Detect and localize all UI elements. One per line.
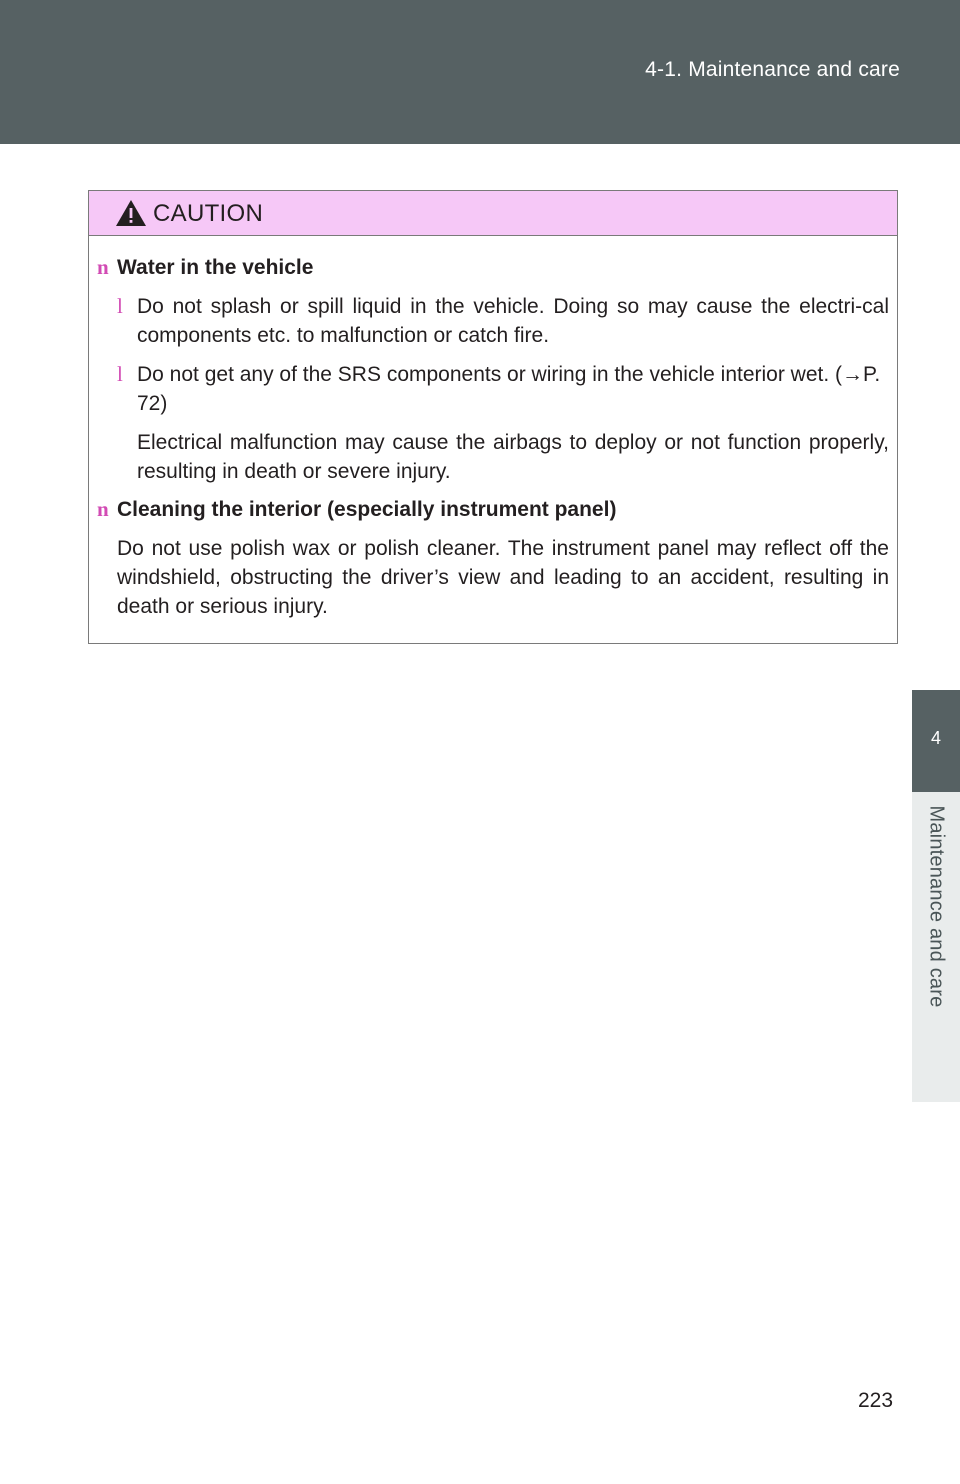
section-marker: n (97, 255, 109, 279)
section-marker: n (97, 497, 109, 521)
chapter-label: Maintenance and care (925, 805, 948, 1008)
chapter-tab[interactable] (912, 690, 960, 792)
section-heading (97, 253, 313, 282)
bullet-text: Do not splash or spill liquid in the vehicle. Doing so may cause the electri-cal components etc. to malfunction or catch fire. (137, 295, 889, 347)
header-band (0, 0, 960, 144)
caution-box (88, 190, 898, 644)
page-number: 223 (858, 1389, 894, 1412)
section-heading-text: Water in the vehicle (117, 256, 314, 279)
chapter-label-strip (912, 792, 960, 1102)
caution-title: CAUTION (153, 200, 264, 227)
section-title: 4-1. Maintenance and care (645, 58, 900, 81)
bullet-marker: l (117, 294, 123, 318)
section-heading (97, 495, 616, 524)
chapter-number: 4 (930, 728, 941, 748)
warning-triangle-icon (115, 199, 147, 227)
bullet-text: Do not get any of the SRS components or wiring in the vehicle interior wet. (→P. 72) (137, 363, 881, 415)
section-body: Do not use polish wax or polish cleaner. The instrument panel may reflect off the windshield, obstructing the driver’s view and leading to an accident, resulting in death or serious injury. (117, 537, 889, 618)
caution-header (89, 191, 897, 236)
bullet-marker: l (117, 362, 123, 386)
section-heading-text: Cleaning the interior (especially instrument panel) (117, 498, 617, 521)
bullet-continuation: Electrical malfunction may cause the airbags to deploy or not function properly, resulting in death or severe injury. (137, 431, 889, 483)
